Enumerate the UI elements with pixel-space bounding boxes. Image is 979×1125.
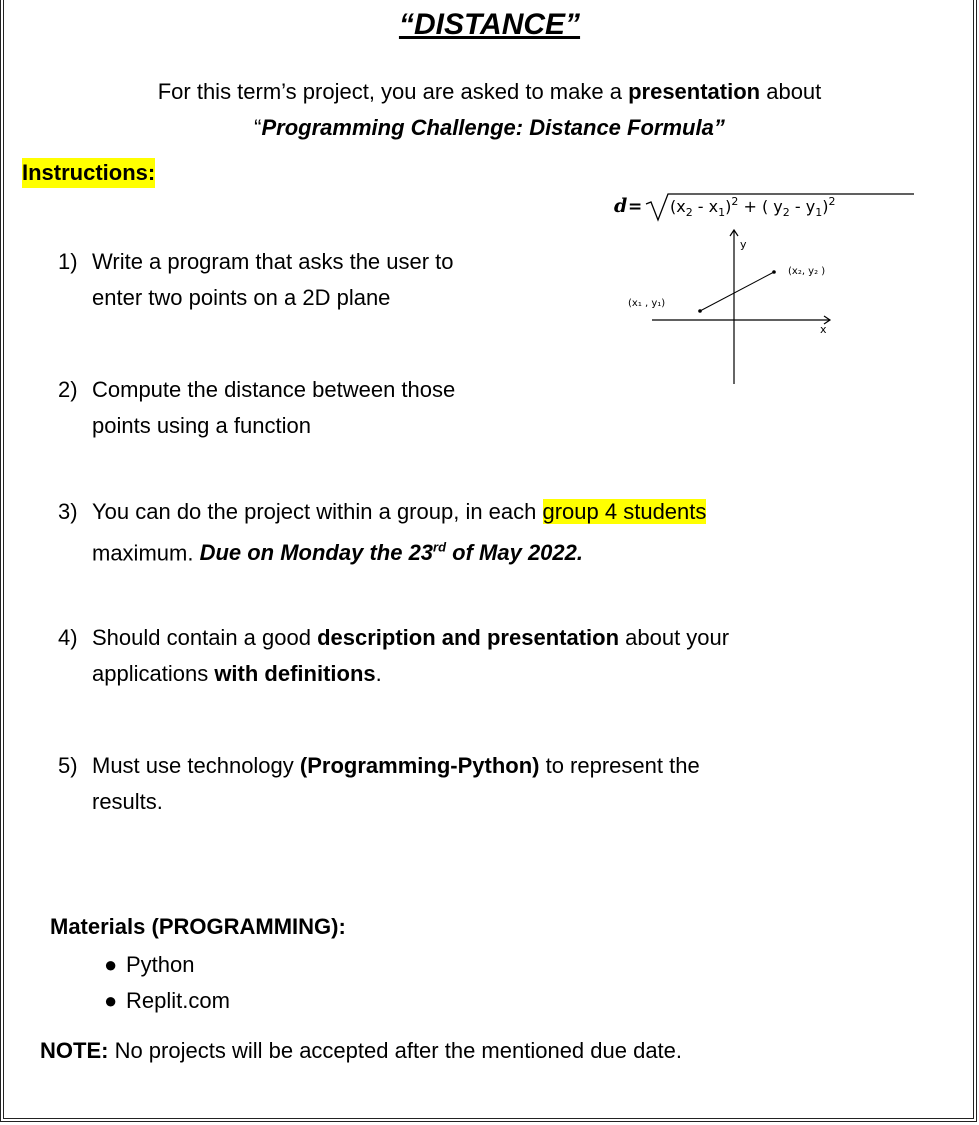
bullet-icon: ● xyxy=(104,952,118,977)
formula-d: d xyxy=(614,195,628,217)
y-axis-label: y xyxy=(740,238,747,251)
point-1 xyxy=(698,309,702,313)
formula-graph-svg xyxy=(608,190,948,390)
point-1-label: (x₁ , y₁) xyxy=(628,298,666,309)
intro-line-1: For this term’s project, you are asked to make a presentation about xyxy=(157,79,822,104)
point-2 xyxy=(772,270,776,274)
formula-equals: = xyxy=(628,197,643,217)
intro-text xyxy=(0,74,979,146)
point-2-label: (x₂, y₂ ) xyxy=(788,266,826,277)
instructions-label: Instructions: xyxy=(22,158,155,188)
distance-formula-figure xyxy=(608,190,948,390)
bullet-icon: ● xyxy=(104,988,118,1013)
note-text: NOTE: No projects will be accepted after the mentioned due date. xyxy=(40,1038,683,1063)
highlight-group-size: group 4 students xyxy=(542,499,707,524)
distance-segment xyxy=(700,272,774,311)
due-date: Due on Monday the 23rd of May 2022. xyxy=(199,540,583,566)
x-axis-label: x xyxy=(820,323,827,336)
intro-line-2: “Programming Challenge: Distance Formula” xyxy=(254,115,725,140)
page-title: “DISTANCE” xyxy=(398,8,581,41)
materials-heading: Materials (PROGRAMMING): xyxy=(50,914,346,939)
formula-expression: $(x_2 - x_1)^2$ + ( $y_2 - y_1)^2$ xyxy=(670,195,836,219)
